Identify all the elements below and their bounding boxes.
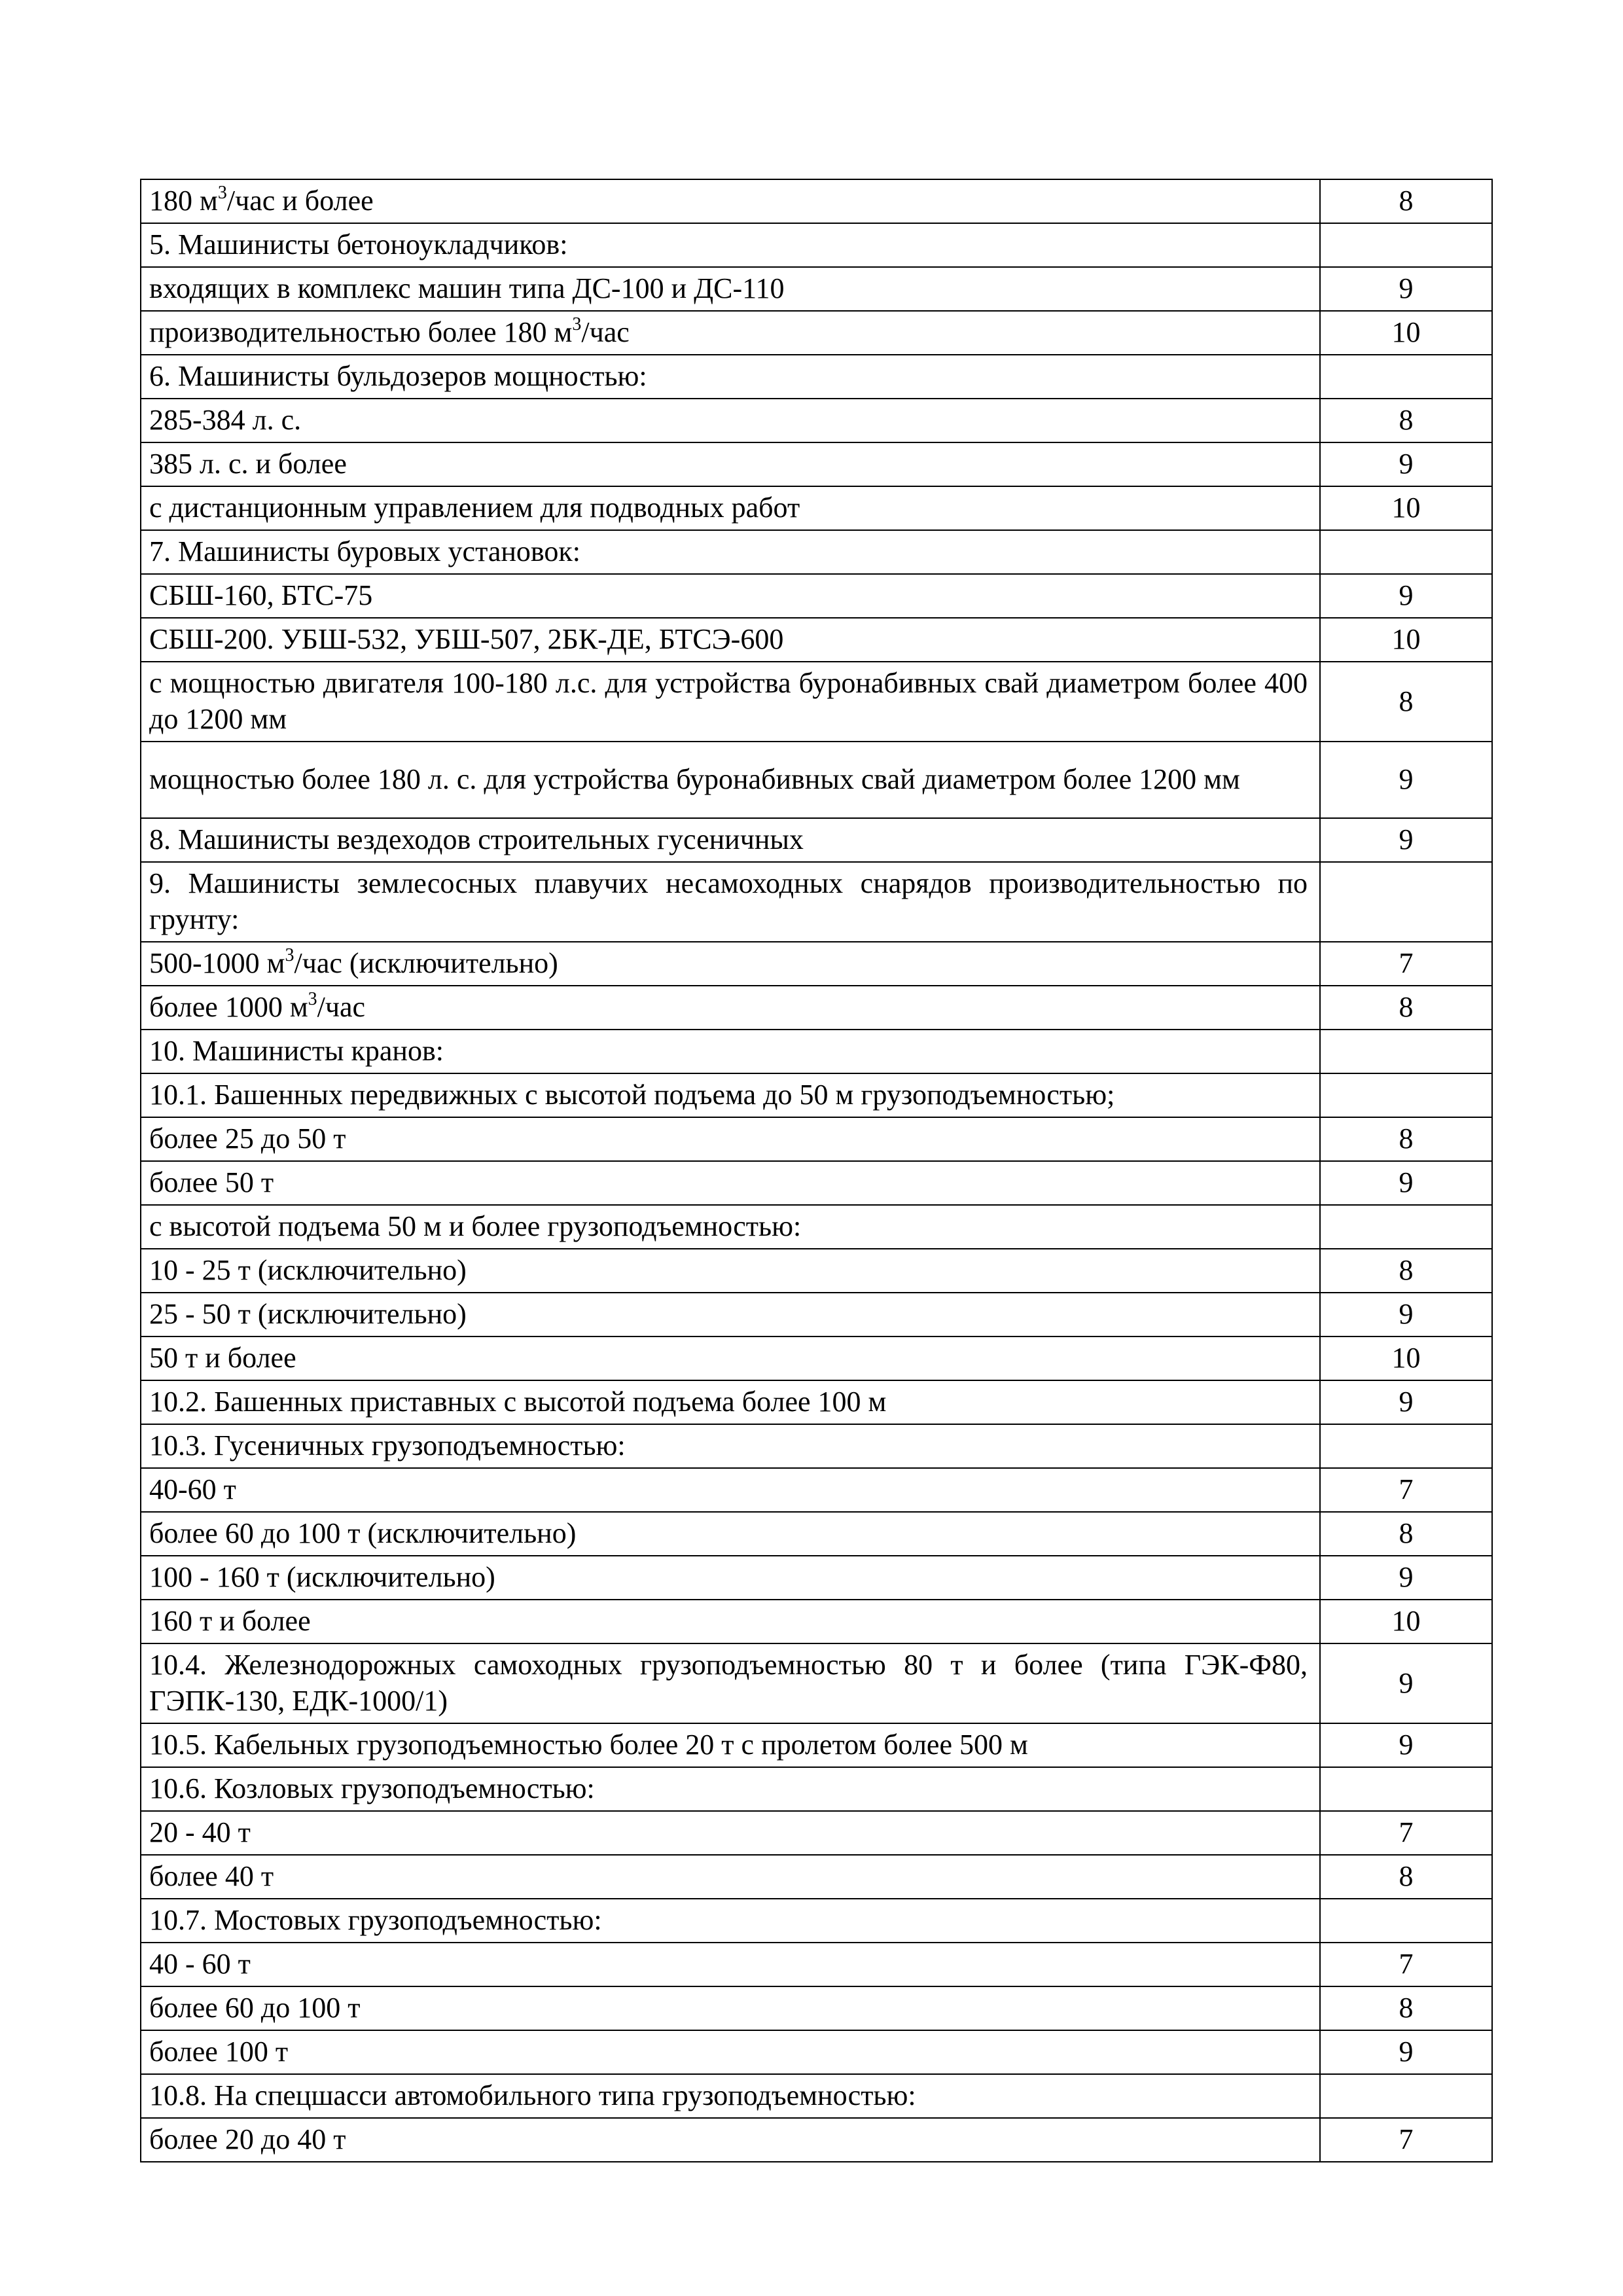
row-description (141, 311, 1320, 355)
row-value: 8 (1320, 179, 1492, 223)
row-value: 9 (1320, 1380, 1492, 1424)
row-description: 8. Машинисты вездеходов строительных гусеничных (141, 818, 1320, 862)
row-description: более 60 до 100 т (141, 1986, 1320, 2030)
table-row (141, 1811, 1492, 1855)
table-row (141, 1424, 1492, 1468)
row-description (141, 179, 1320, 223)
table-row (141, 1600, 1492, 1643)
description-text: производительностью более 180 м (149, 316, 573, 348)
row-description: 7. Машинисты буровых установок: (141, 530, 1320, 574)
row-description: 100 - 160 т (исключительно) (141, 1556, 1320, 1600)
table-row (141, 1468, 1492, 1512)
row-description: 5. Машинисты бетоноукладчиков: (141, 223, 1320, 267)
table-row (141, 2118, 1492, 2162)
table-row (141, 1030, 1492, 1073)
description-text: 500-1000 м (149, 947, 285, 979)
description-text: более 1000 м (149, 991, 308, 1023)
superscript-exponent: 3 (572, 314, 582, 334)
description-text-suffix: /час (317, 991, 366, 1023)
row-description (141, 942, 1320, 986)
row-value: 9 (1320, 2030, 1492, 2074)
row-value: 8 (1320, 1117, 1492, 1161)
table-row (141, 618, 1492, 662)
row-value (1320, 862, 1492, 942)
table-row (141, 942, 1492, 986)
row-description: 10.8. На спецшасси автомобильного типа грузоподъемностью: (141, 2074, 1320, 2118)
row-description: более 25 до 50 т (141, 1117, 1320, 1161)
row-value (1320, 2074, 1492, 2118)
table-body (141, 179, 1492, 2162)
table-row (141, 1899, 1492, 1943)
row-value: 7 (1320, 1468, 1492, 1512)
description-text-suffix: /час и более (226, 185, 374, 217)
row-description: 10.5. Кабельных грузоподъемностью более 20 т с пролетом более 500 м (141, 1723, 1320, 1767)
row-description: 40-60 т (141, 1468, 1320, 1512)
table-row (141, 1943, 1492, 1986)
row-value: 10 (1320, 1336, 1492, 1380)
row-value (1320, 1030, 1492, 1073)
row-description: 10.1. Башенных передвижных с высотой подъема до 50 м грузоподъемностью; (141, 1073, 1320, 1117)
table-row (141, 1986, 1492, 2030)
table-row (141, 1512, 1492, 1556)
row-value: 9 (1320, 1556, 1492, 1600)
row-description: 10.6. Козловых грузоподъемностью: (141, 1767, 1320, 1811)
row-description: более 50 т (141, 1161, 1320, 1205)
row-value: 8 (1320, 1512, 1492, 1556)
row-value (1320, 1073, 1492, 1117)
table-row (141, 1380, 1492, 1424)
qualification-table (140, 179, 1493, 2162)
row-value: 8 (1320, 662, 1492, 742)
table-row (141, 486, 1492, 530)
superscript-exponent: 3 (285, 945, 294, 965)
table-row (141, 1249, 1492, 1293)
row-description: 160 т и более (141, 1600, 1320, 1643)
table-row (141, 179, 1492, 223)
table-row (141, 574, 1492, 618)
table-row (141, 1556, 1492, 1600)
row-description: 10.4. Железнодорожных самоходных грузоподъемностью 80 т и более (типа ГЭК-Ф80, ГЭПК-130, ЕДК-1000/1) (141, 1643, 1320, 1723)
row-description: 385 л. с. и более (141, 442, 1320, 486)
row-description: 10.7. Мостовых грузоподъемностью: (141, 1899, 1320, 1943)
row-description: более 40 т (141, 1855, 1320, 1899)
row-description: 20 - 40 т (141, 1811, 1320, 1855)
row-value (1320, 223, 1492, 267)
row-description: 25 - 50 т (исключительно) (141, 1293, 1320, 1336)
table-row (141, 818, 1492, 862)
row-value: 9 (1320, 442, 1492, 486)
row-value (1320, 1899, 1492, 1943)
description-text: 180 м (149, 185, 218, 217)
description-text-suffix: /час (исключительно) (294, 947, 558, 979)
row-value: 9 (1320, 1723, 1492, 1767)
row-value (1320, 1205, 1492, 1249)
row-description: 40 - 60 т (141, 1943, 1320, 1986)
row-value: 10 (1320, 618, 1492, 662)
row-value (1320, 530, 1492, 574)
row-description: с мощностью двигателя 100-180 л.с. для устройства буронабивных свай диаметром более 400 до 1200 мм (141, 662, 1320, 742)
row-description: 9. Машинисты землесосных плавучих несамоходных снарядов производительностью по грунту: (141, 862, 1320, 942)
table-row (141, 862, 1492, 942)
row-description: 10 - 25 т (исключительно) (141, 1249, 1320, 1293)
table-row (141, 311, 1492, 355)
row-value: 7 (1320, 1943, 1492, 1986)
row-value: 10 (1320, 486, 1492, 530)
description-text-suffix: /час (581, 316, 630, 348)
row-value (1320, 1424, 1492, 1468)
table-row (141, 662, 1492, 742)
row-description: входящих в комплекс машин типа ДС-100 и ДС-110 (141, 267, 1320, 311)
row-description: СБШ-160, БТС-75 (141, 574, 1320, 618)
row-value: 8 (1320, 1249, 1492, 1293)
row-description: с высотой подъема 50 м и более грузоподъемностью: (141, 1205, 1320, 1249)
table-row (141, 1767, 1492, 1811)
row-description: 285-384 л. с. (141, 399, 1320, 442)
table-row (141, 986, 1492, 1030)
table-row (141, 742, 1492, 818)
superscript-exponent: 3 (308, 989, 317, 1009)
row-description: более 100 т (141, 2030, 1320, 2074)
table-row (141, 1855, 1492, 1899)
row-value: 8 (1320, 399, 1492, 442)
row-value: 8 (1320, 1986, 1492, 2030)
row-value: 7 (1320, 2118, 1492, 2162)
row-description: более 20 до 40 т (141, 2118, 1320, 2162)
row-value: 8 (1320, 986, 1492, 1030)
table-row (141, 2074, 1492, 2118)
row-description: 10. Машинисты кранов: (141, 1030, 1320, 1073)
row-value: 9 (1320, 574, 1492, 618)
table-row (141, 530, 1492, 574)
row-value: 9 (1320, 1643, 1492, 1723)
row-description: более 60 до 100 т (исключительно) (141, 1512, 1320, 1556)
table-row (141, 355, 1492, 399)
table-row (141, 2030, 1492, 2074)
table-row (141, 1293, 1492, 1336)
table-row (141, 267, 1492, 311)
row-description: СБШ-200. УБШ-532, УБШ-507, 2БК-ДЕ, БТСЭ-600 (141, 618, 1320, 662)
row-value: 10 (1320, 1600, 1492, 1643)
row-value: 8 (1320, 1855, 1492, 1899)
row-value: 9 (1320, 1293, 1492, 1336)
table-row (141, 1161, 1492, 1205)
table-row (141, 1205, 1492, 1249)
row-value (1320, 355, 1492, 399)
row-description: 10.2. Башенных приставных с высотой подъема более 100 м (141, 1380, 1320, 1424)
table-row (141, 223, 1492, 267)
table-row (141, 442, 1492, 486)
table-row (141, 1073, 1492, 1117)
row-value: 9 (1320, 267, 1492, 311)
superscript-exponent: 3 (217, 183, 227, 203)
row-description: 50 т и более (141, 1336, 1320, 1380)
row-description: 6. Машинисты бульдозеров мощностью: (141, 355, 1320, 399)
row-value: 9 (1320, 742, 1492, 818)
row-value: 9 (1320, 1161, 1492, 1205)
table-row (141, 1643, 1492, 1723)
row-description: мощностью более 180 л. с. для устройства буронабивных свай диаметром более 1200 мм (141, 742, 1320, 818)
table-row (141, 1117, 1492, 1161)
row-value: 7 (1320, 942, 1492, 986)
table-row (141, 399, 1492, 442)
row-description (141, 986, 1320, 1030)
row-description: 10.3. Гусеничных грузоподъемностью: (141, 1424, 1320, 1468)
table-row (141, 1723, 1492, 1767)
row-value: 9 (1320, 818, 1492, 862)
row-value (1320, 1767, 1492, 1811)
row-value: 10 (1320, 311, 1492, 355)
row-value: 7 (1320, 1811, 1492, 1855)
row-description: с дистанционным управлением для подводных работ (141, 486, 1320, 530)
table-row (141, 1336, 1492, 1380)
